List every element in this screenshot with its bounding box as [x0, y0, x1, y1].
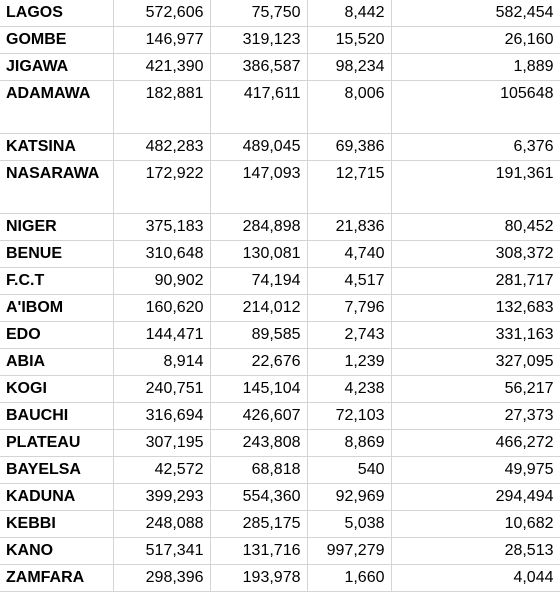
value-cell-1[interactable]: 240,751: [113, 376, 210, 403]
table-row: [0, 565, 560, 592]
value-cell-3[interactable]: 5,038: [307, 511, 391, 538]
state-name-cell[interactable]: KANO: [0, 538, 113, 565]
value-cell-2[interactable]: 131,716: [210, 538, 307, 565]
table-row: [0, 295, 560, 322]
value-cell-3[interactable]: 540: [307, 457, 391, 484]
value-cell-3[interactable]: 1,239: [307, 349, 391, 376]
value-cell-2[interactable]: 68,818: [210, 457, 307, 484]
value-cell-3[interactable]: 4,238: [307, 376, 391, 403]
value-cell-3[interactable]: 92,969: [307, 484, 391, 511]
state-name-cell[interactable]: KOGI: [0, 376, 113, 403]
value-cell-4[interactable]: 27,373: [391, 403, 560, 430]
value-cell-3[interactable]: 15,520: [307, 27, 391, 54]
value-cell-4[interactable]: 582,454: [391, 0, 560, 27]
value-cell-4[interactable]: 327,095: [391, 349, 560, 376]
table-row: [0, 430, 560, 457]
state-name-cell[interactable]: KADUNA: [0, 484, 113, 511]
table-row: [0, 484, 560, 511]
value-cell-2[interactable]: 89,585: [210, 322, 307, 349]
state-name-cell[interactable]: BENUE: [0, 241, 113, 268]
value-cell-3[interactable]: 4,740: [307, 241, 391, 268]
value-cell-2[interactable]: 74,194: [210, 268, 307, 295]
state-name-cell[interactable]: ADAMAWA: [0, 81, 113, 134]
value-cell-1[interactable]: 42,572: [113, 457, 210, 484]
value-cell-2[interactable]: 554,360: [210, 484, 307, 511]
value-cell-3[interactable]: 12,715: [307, 161, 391, 214]
value-cell-2[interactable]: 489,045: [210, 134, 307, 161]
value-cell-1[interactable]: 316,694: [113, 403, 210, 430]
value-cell-4[interactable]: 466,272: [391, 430, 560, 457]
value-cell-1[interactable]: 310,648: [113, 241, 210, 268]
value-cell-2[interactable]: 386,587: [210, 54, 307, 81]
value-cell-3[interactable]: 8,006: [307, 81, 391, 134]
table-row: [0, 27, 560, 54]
value-cell-2[interactable]: 193,978: [210, 565, 307, 592]
value-cell-3[interactable]: 7,796: [307, 295, 391, 322]
value-cell-1[interactable]: 517,341: [113, 538, 210, 565]
state-name-cell[interactable]: ABIA: [0, 349, 113, 376]
value-cell-3[interactable]: 98,234: [307, 54, 391, 81]
value-cell-1[interactable]: 248,088: [113, 511, 210, 538]
value-cell-4[interactable]: 80,452: [391, 214, 560, 241]
value-cell-1[interactable]: 298,396: [113, 565, 210, 592]
value-cell-2[interactable]: 426,607: [210, 403, 307, 430]
value-cell-2[interactable]: 243,808: [210, 430, 307, 457]
value-cell-3[interactable]: 8,869: [307, 430, 391, 457]
state-name-cell[interactable]: BAYELSA: [0, 457, 113, 484]
value-cell-4[interactable]: 294,494: [391, 484, 560, 511]
state-name-cell[interactable]: F.C.T: [0, 268, 113, 295]
value-cell-4[interactable]: 1,889: [391, 54, 560, 81]
table-row: [0, 376, 560, 403]
value-cell-2[interactable]: 214,012: [210, 295, 307, 322]
value-cell-2[interactable]: 22,676: [210, 349, 307, 376]
value-cell-4[interactable]: 6,376: [391, 134, 560, 161]
value-cell-4[interactable]: 26,160: [391, 27, 560, 54]
state-name-cell[interactable]: EDO: [0, 322, 113, 349]
value-cell-3[interactable]: 69,386: [307, 134, 391, 161]
value-cell-2[interactable]: 147,093: [210, 161, 307, 214]
table-row: [0, 349, 560, 376]
value-cell-1[interactable]: 307,195: [113, 430, 210, 457]
value-cell-3[interactable]: 1,660: [307, 565, 391, 592]
state-name-cell[interactable]: NIGER: [0, 214, 113, 241]
value-cell-3[interactable]: 997,279: [307, 538, 391, 565]
table-row: [0, 54, 560, 81]
state-name-cell[interactable]: ZAMFARA: [0, 565, 113, 592]
table-row: [0, 134, 560, 161]
state-name-cell[interactable]: JIGAWA: [0, 54, 113, 81]
value-cell-4[interactable]: 191,361: [391, 161, 560, 214]
value-cell-3[interactable]: 21,836: [307, 214, 391, 241]
state-name-cell[interactable]: A'IBOM: [0, 295, 113, 322]
value-cell-4[interactable]: 281,717: [391, 268, 560, 295]
value-cell-3[interactable]: 72,103: [307, 403, 391, 430]
value-cell-1[interactable]: 182,881: [113, 81, 210, 134]
table-row: [0, 0, 560, 27]
value-cell-1[interactable]: 8,914: [113, 349, 210, 376]
value-cell-2[interactable]: 285,175: [210, 511, 307, 538]
value-cell-2[interactable]: 130,081: [210, 241, 307, 268]
table-row: [0, 268, 560, 295]
value-cell-4[interactable]: 49,975: [391, 457, 560, 484]
table-row: [0, 538, 560, 565]
value-cell-2[interactable]: 284,898: [210, 214, 307, 241]
value-cell-1[interactable]: 144,471: [113, 322, 210, 349]
value-cell-4[interactable]: 10,682: [391, 511, 560, 538]
value-cell-4[interactable]: 105648: [391, 81, 560, 134]
table-row: [0, 81, 560, 134]
table-row: [0, 457, 560, 484]
value-cell-3[interactable]: 4,517: [307, 268, 391, 295]
value-cell-1[interactable]: 482,283: [113, 134, 210, 161]
value-cell-4[interactable]: 308,372: [391, 241, 560, 268]
value-cell-1[interactable]: 375,183: [113, 214, 210, 241]
value-cell-1[interactable]: 146,977: [113, 27, 210, 54]
table-row: [0, 161, 560, 214]
value-cell-4[interactable]: 132,683: [391, 295, 560, 322]
value-cell-3[interactable]: 8,442: [307, 0, 391, 27]
value-cell-1[interactable]: 160,620: [113, 295, 210, 322]
value-cell-1[interactable]: 172,922: [113, 161, 210, 214]
value-cell-4[interactable]: 28,513: [391, 538, 560, 565]
value-cell-1[interactable]: 90,902: [113, 268, 210, 295]
value-cell-1[interactable]: 399,293: [113, 484, 210, 511]
table-row: [0, 322, 560, 349]
value-cell-4[interactable]: 56,217: [391, 376, 560, 403]
value-cell-1[interactable]: 572,606: [113, 0, 210, 27]
value-cell-3[interactable]: 2,743: [307, 322, 391, 349]
state-name-cell[interactable]: PLATEAU: [0, 430, 113, 457]
state-name-cell[interactable]: KATSINA: [0, 134, 113, 161]
state-name-cell[interactable]: BAUCHI: [0, 403, 113, 430]
value-cell-4[interactable]: 331,163: [391, 322, 560, 349]
value-cell-2[interactable]: 319,123: [210, 27, 307, 54]
value-cell-4[interactable]: 4,044: [391, 565, 560, 592]
table-row: [0, 241, 560, 268]
value-cell-1[interactable]: 421,390: [113, 54, 210, 81]
state-name-cell[interactable]: LAGOS: [0, 0, 113, 27]
state-name-cell[interactable]: NASARAWA: [0, 161, 113, 214]
value-cell-2[interactable]: 75,750: [210, 0, 307, 27]
value-cell-2[interactable]: 417,611: [210, 81, 307, 134]
state-name-cell[interactable]: KEBBI: [0, 511, 113, 538]
table-row: [0, 511, 560, 538]
table-row: [0, 403, 560, 430]
state-name-cell[interactable]: GOMBE: [0, 27, 113, 54]
table-row: [0, 214, 560, 241]
value-cell-2[interactable]: 145,104: [210, 376, 307, 403]
